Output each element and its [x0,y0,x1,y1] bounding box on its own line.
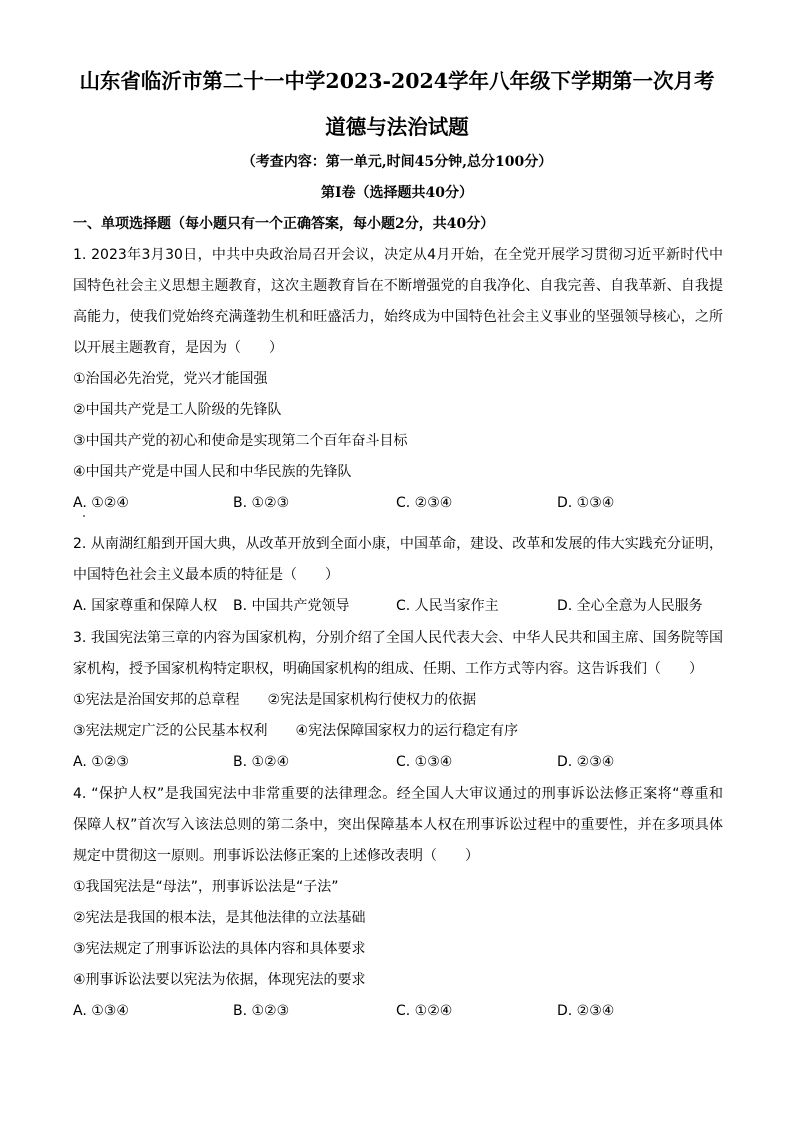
q3-statement: ①宪法是治国安邦的总章程 ②宪法是国家机构行使权力的依据 [73,692,477,708]
q3-option-b: B. ①②④ [233,754,290,770]
q1-stem-line: 高能力，使我们党始终充满蓬勃生机和旺盛活力，始终成为中国特色社会主义事业的坚强领导核心，之所 [73,309,723,325]
q4-statement: ②宪法是我国的根本法，是其他法律的立法基础 [73,910,366,926]
q1-statement: ③中国共产党的初心和使命是实现第二个百年奋斗目标 [73,433,408,449]
q3-option-c: C. ①③④ [396,754,453,770]
q2-stem-line: 2. 从南湖红船到开国大典，从改革开放到全面小康，中国革命，建设、改革和发展的伟大实践充分证明， [73,536,723,552]
q4-option-b: B. ①②③ [233,1003,290,1019]
stray-mark [83,515,85,517]
q4-stem-line: 规定中贯彻这一原则。刑事诉讼法修正案的上述修改表明（ ） [73,848,479,864]
q2-option-c: C. 人民当家作主 [396,598,499,614]
q4-statement: ③宪法规定了刑事诉讼法的具体内容和具体要求 [73,941,366,957]
q1-stem-line: 以开展主题教育，是因为（ ） [73,340,283,356]
q3-option-d: D. ②③④ [557,754,615,770]
exam-subject: 道德与法治试题 [325,115,469,139]
exam-info: （考查内容：第一单元,时间45分钟,总分100分） [241,154,553,170]
q4-option-a: A. ①③④ [73,1003,129,1019]
q2-option-b: B. 中国共产党领导 [233,598,350,614]
q1-option-a: A. ①②④ [73,495,129,511]
q1-statement: ②中国共产党是工人阶级的先锋队 [73,402,282,418]
q2-option-a: A. 国家尊重和保障人权 [73,598,218,614]
q1-statement: ④中国共产党是中国人民和中华民族的先锋队 [73,464,352,480]
q4-option-c: C. ①②④ [396,1003,453,1019]
q3-stem-line: 家机构，授予国家机构特定职权，明确国家机构的组成、任期、工作方式等内容。这告诉我们（ ） [73,661,703,677]
q1-stem-line: 国特色社会主义思想主题教育，这次主题教育旨在不断增强党的自我净化、自我完善、自我革新、自我提 [73,278,723,294]
q2-option-d: D. 全心全意为人民服务 [557,598,703,614]
q4-statement: ①我国宪法是“母法”，刑事诉讼法是“子法” [73,879,339,895]
q1-option-b: B. ①②③ [233,495,290,511]
q1-stem-line: 1. 2023年3月30日，中共中央政治局召开会议，决定从4月开始，在全党开展学习贯彻习近平新时代中 [73,247,723,263]
q3-statement: ③宪法规定广泛的公民基本权利 ④宪法保障国家权力的运行稳定有序 [73,723,519,739]
q3-stem-line: 3. 我国宪法第三章的内容为国家机构，分别介绍了全国人民代表大会、中华人民共和国主席、国务院等国 [73,630,723,646]
q1-option-d: D. ①③④ [557,495,615,511]
q4-stem-line: 4. “保护人权”是我国宪法中非常重要的法律理念。经全国人大审议通过的刑事诉讼法修正案将“尊重和 [73,786,723,802]
exam-title: 山东省临沂市第二十一中学2023-2024学年八年级下学期第一次月考 [79,69,715,93]
q1-statement: ①治国必先治党，党兴才能国强 [73,371,268,387]
q3-option-a: A. ①②③ [73,754,129,770]
q2-stem-line: 中国特色社会主义最本质的特征是（ ） [73,567,339,583]
q4-statement: ④刑事诉讼法要以宪法为依据，体现宪法的要求 [73,972,366,988]
q4-option-d: D. ②③④ [557,1003,615,1019]
section-title: 一、单项选择题（每小题只有一个正确答案，每小题2分，共40分） [73,216,495,232]
part-title: 第Ⅰ卷（选择题共40分） [320,185,474,201]
q1-option-c: C. ②③④ [396,495,453,511]
q4-stem-line: 保障人权”首次写入该法总则的第二条中，突出保障基本人权在刑事诉讼过程中的重要性，并在多项具体 [73,817,723,833]
